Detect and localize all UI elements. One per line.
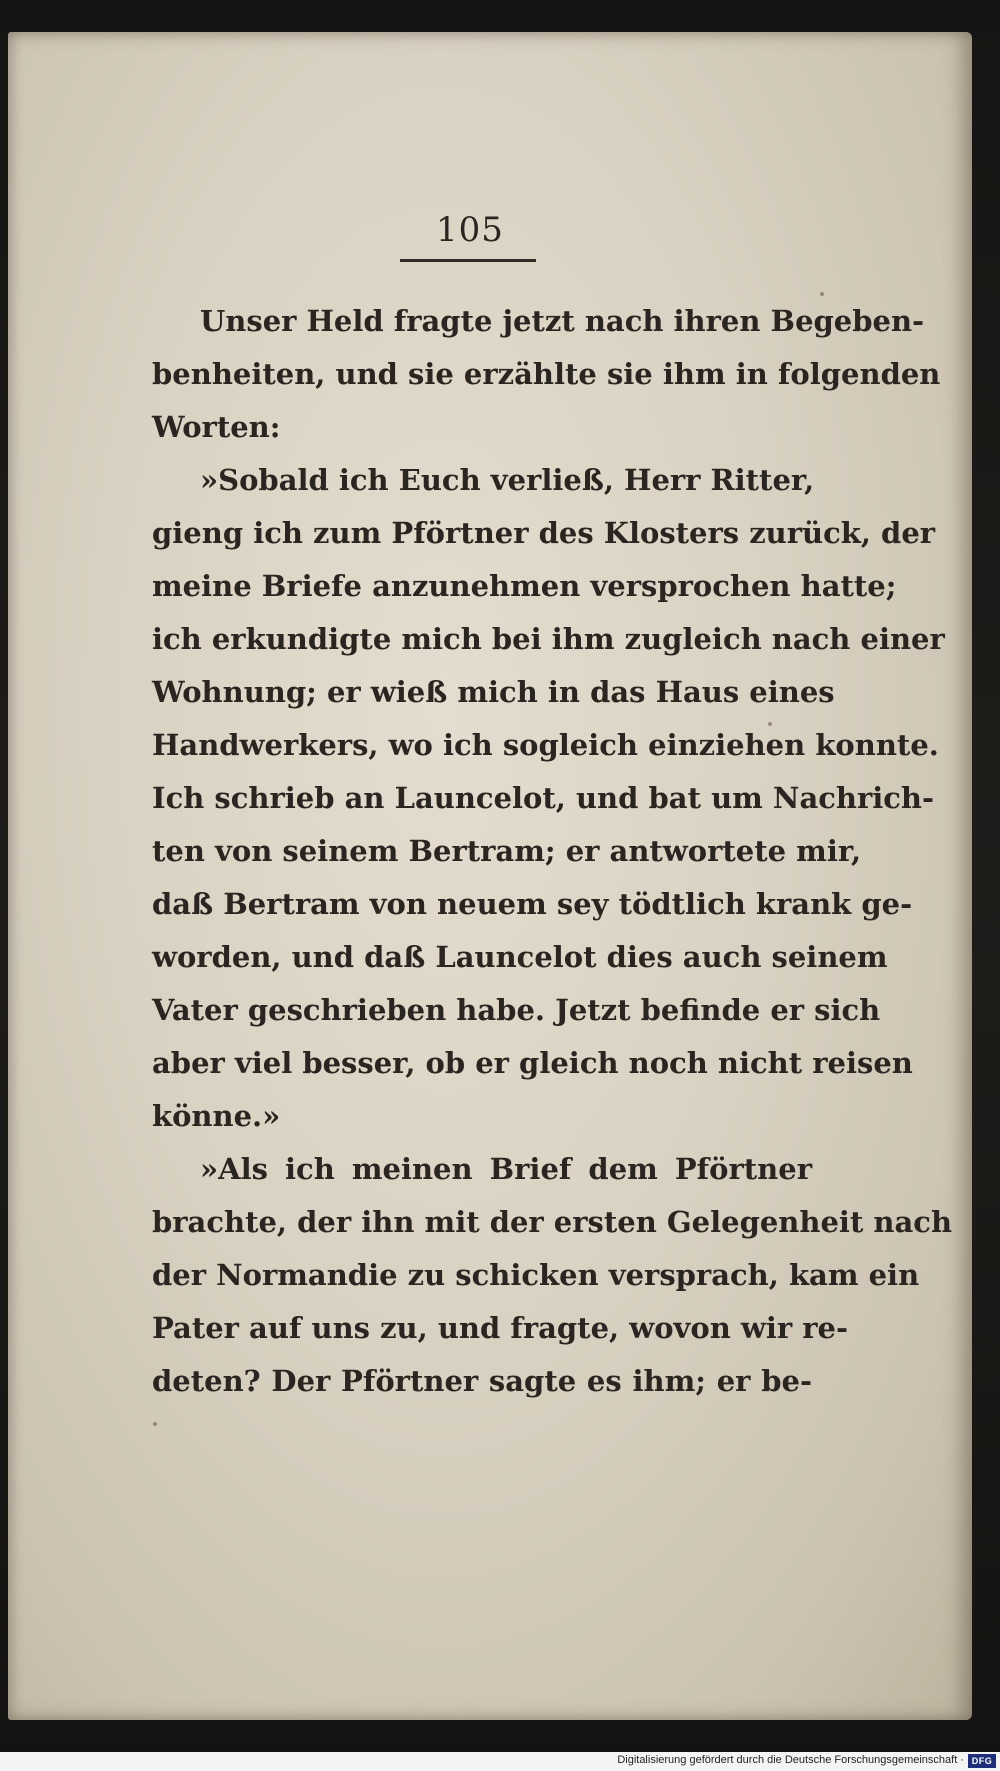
text-line: Ich schrieb an Launcelot, und bat um Nachrich- (152, 781, 935, 815)
text-line: Wohnung; er wieß mich in das Haus eines (152, 675, 835, 709)
text-line: »Als ich meinen Brief dem Pförtner (200, 1152, 812, 1186)
text-line: Pater auf uns zu, und fragte, wovon wir re- (152, 1311, 849, 1345)
text-line: Worten: (152, 410, 281, 444)
text-line: brachte, der ihn mit der ersten Gelegenheit nach (152, 1205, 953, 1239)
text-line: ich erkundigte mich bei ihm zugleich nach einer (152, 622, 945, 656)
text-line: der Normandie zu schicken versprach, kam ein (152, 1258, 920, 1292)
header-rule (400, 259, 536, 262)
page-number: 105 (436, 210, 504, 250)
text-line: Handwerkers, wo ich sogleich einziehen konnte. (152, 728, 939, 762)
body-text (152, 295, 953, 1408)
text-line: daß Bertram von neuem sey tödtlich krank ge- (152, 887, 913, 921)
text-line: benheiten, und sie erzählte sie ihm in folgenden (152, 357, 941, 391)
text-line: gieng ich zum Pförtner des Klosters zurück, der (152, 516, 936, 550)
text-line: Unser Held fragte jetzt nach ihren Begeben- (200, 304, 925, 338)
text-line: deten? Der Pförtner sagte es ihm; er be- (152, 1364, 812, 1398)
text-line: meine Briefe anzunehmen versprochen hatte; (152, 569, 897, 603)
paper-speck (153, 1422, 157, 1426)
text-line: aber viel besser, ob er gleich noch nicht reisen (152, 1046, 913, 1080)
text-line: könne.» (152, 1099, 281, 1133)
dfg-logo: DFG (968, 1754, 996, 1768)
text-line: »Sobald ich Euch verließ, Herr Ritter, (200, 463, 815, 497)
text-line: ten von seinem Bertram; er antwortete mir, (152, 834, 862, 868)
funding-credit: Digitalisierung gefördert durch die Deutsche Forschungsgemeinschaft · (617, 1754, 964, 1766)
text-line: Vater geschrieben habe. Jetzt befinde er sich (152, 993, 881, 1027)
text-line: worden, und daß Launcelot dies auch seinem (152, 940, 888, 974)
